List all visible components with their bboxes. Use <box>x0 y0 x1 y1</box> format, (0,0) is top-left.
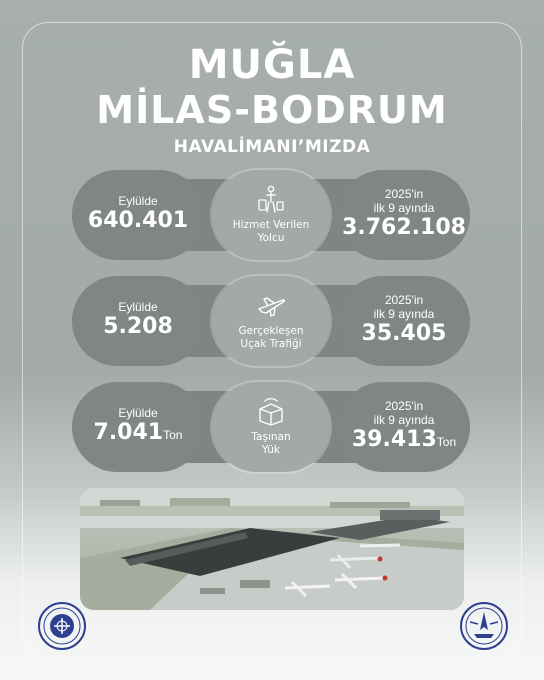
ytd-label-2: ilk 9 ayında <box>373 413 435 427</box>
stat-row-cargo <box>72 382 470 472</box>
airport-aerial-photo <box>80 488 464 610</box>
dhmi-airports-logo <box>458 600 510 652</box>
monthly-stat-pill <box>72 382 204 472</box>
ytd-value: 39.413Ton <box>351 427 457 452</box>
ytd-stat-pill <box>338 382 470 472</box>
ministry-emblem-logo <box>36 600 88 652</box>
month-label: Eylülde <box>118 300 158 314</box>
category-line-1: Hizmet Verilen <box>232 219 310 231</box>
airplane-icon <box>256 291 286 321</box>
ytd-value: 3.762.108 <box>342 215 466 240</box>
month-label: Eylülde <box>118 194 158 208</box>
category-pill <box>212 382 330 472</box>
category-line-2: Yolcu <box>257 232 285 244</box>
airport-illustration <box>80 488 464 610</box>
ytd-label-1: 2025'in <box>384 187 424 201</box>
monthly-value: 7.041Ton <box>93 420 183 445</box>
ytd-value: 35.405 <box>361 321 447 346</box>
monthly-value: 5.208 <box>103 314 173 339</box>
category-pill <box>212 170 330 260</box>
category-line-2: Uçak Trafiği <box>240 338 302 350</box>
category-line-1: Gerçekleşen <box>238 325 304 337</box>
monthly-stat-pill <box>72 276 204 366</box>
cargo-box-icon <box>256 397 286 427</box>
monthly-stat-pill <box>72 170 204 260</box>
stat-row-aircraft <box>72 276 470 366</box>
category-pill <box>212 276 330 366</box>
passenger-luggage-icon <box>256 185 286 215</box>
stat-row-passengers <box>72 170 470 260</box>
ytd-label-1: 2025'in <box>384 399 424 413</box>
ytd-stat-pill <box>338 276 470 366</box>
category-line-1: Taşınan <box>251 431 291 443</box>
ytd-label-1: 2025'in <box>384 293 424 307</box>
subtitle: HAVALİMANI’MIZDA <box>173 137 371 157</box>
ytd-label-2: ilk 9 ayında <box>373 201 435 215</box>
ytd-label-2: ilk 9 ayında <box>373 307 435 321</box>
category-line-2: Yük <box>262 444 280 456</box>
title-line-2: MİLAS-BODRUM <box>96 88 448 132</box>
title-line-1: MUĞLA <box>188 42 356 88</box>
month-label: Eylülde <box>118 406 158 420</box>
monthly-value: 640.401 <box>87 208 189 233</box>
ytd-stat-pill <box>338 170 470 260</box>
